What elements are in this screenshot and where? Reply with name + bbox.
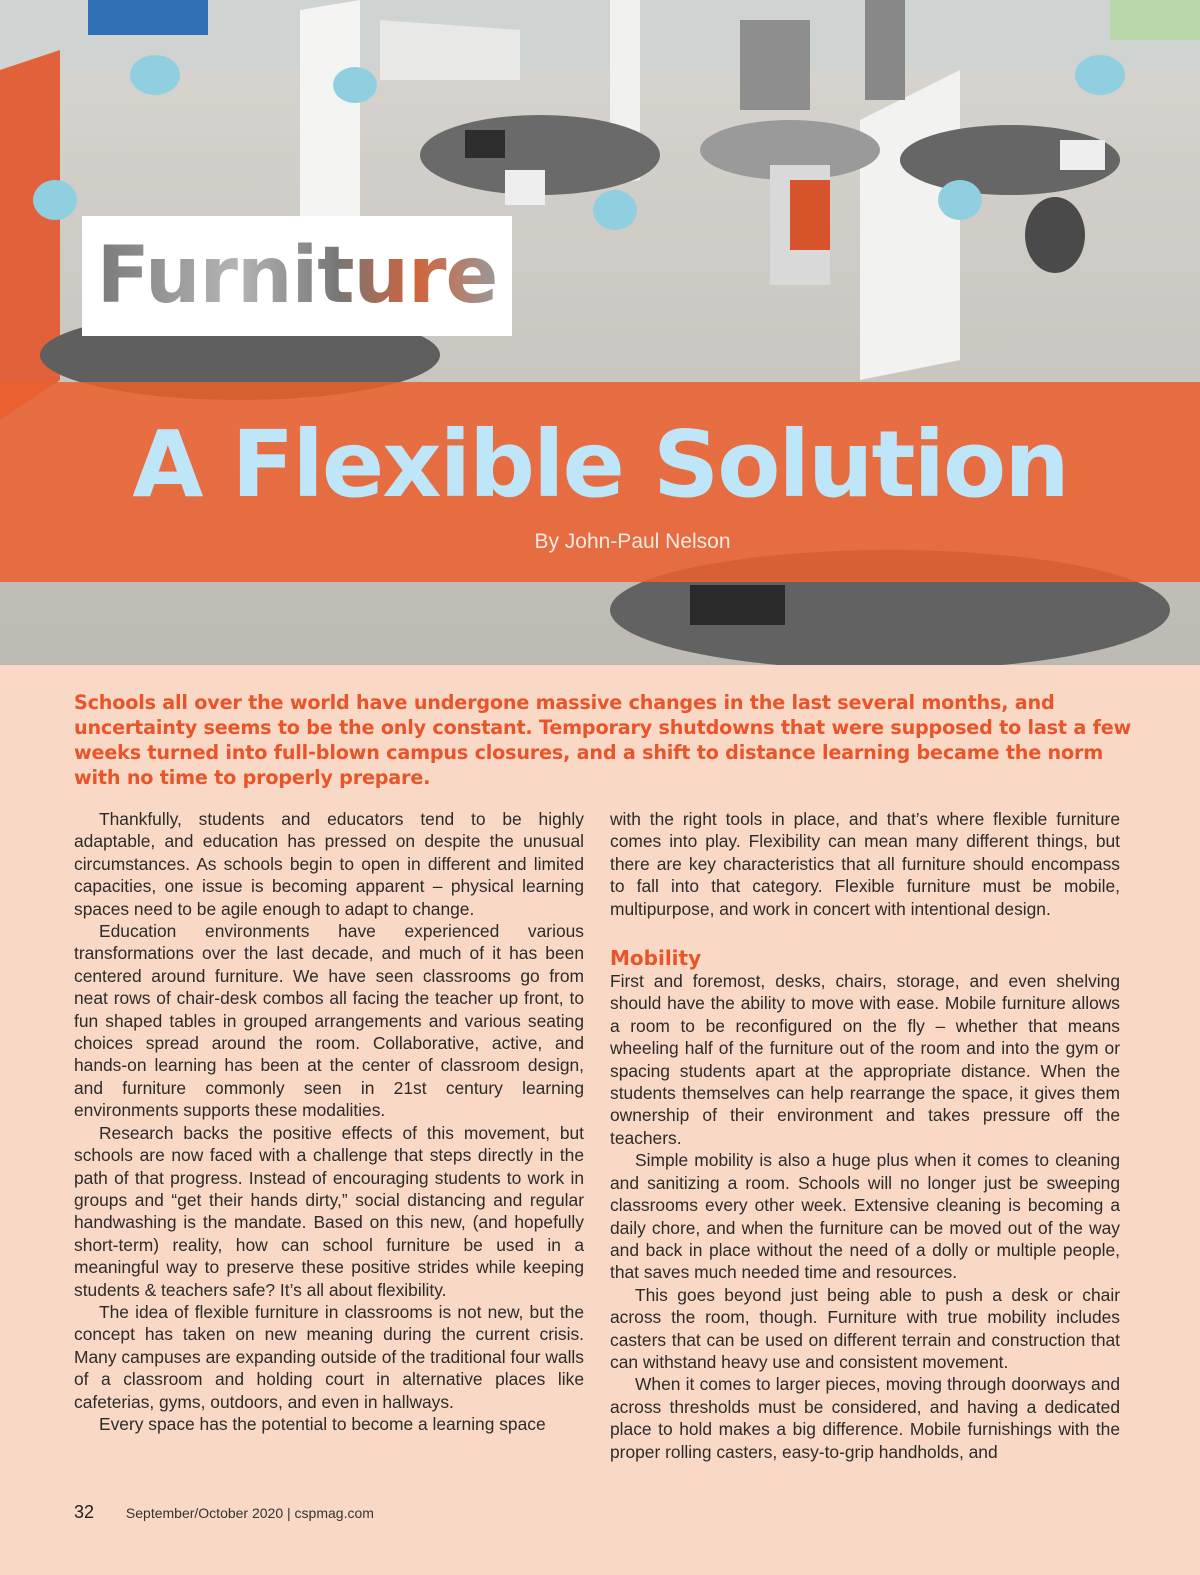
body-paragraph: First and foremost, desks, chairs, storage, and even shelving should have the ability to move with ease. Mobile furniture allows a room to be reconfigured on the fly – whether that means wheeling half of the furniture out of the room and into the gym or spacing students apart at the appropriate distance. When the students themselves can help rearrange the space, it gives them ownership of their environment and takes pressure off the teachers.	[610, 971, 1120, 1148]
body-paragraph: with the right tools in place, and that’s where flexible furniture comes into play. Flexibility can mean many different things, but there are key characteristics that all furniture should encompass to fall into that category. Flexible furniture must be mobile, multipurpose, and work in concert with intentional design.	[610, 809, 1120, 919]
article-byline: By John-Paul Nelson	[534, 530, 731, 553]
body-paragraph: The idea of flexible furniture in classrooms is not new, but the concept has taken on new meaning during the current crisis. Many campuses are expanding outside of the traditional four walls of a classroom and holding court in alternative places like cafeterias, gyms, outdoors, and even in hallways.	[74, 1301, 584, 1412]
section-label-text: Furniture	[96, 231, 498, 321]
body-paragraph: Every space has the potential to become a learning space	[99, 1413, 546, 1434]
body-paragraph: This goes beyond just being able to push a desk or chair across the room, though. Furniture with true mobility includes casters that can be used on different terrain and construction that can withstand heavy use and consistent movement.	[610, 1284, 1120, 1372]
article-lead: Schools all over the world have undergone massive changes in the last several months, and uncertainty seems to be the only constant. Temporary shutdowns that were supposed to last a few weeks turned into full-blown campus closures, and a shift to distance learning became the norm with no time to properly prepare.	[74, 691, 1132, 789]
section-label	[82, 216, 512, 336]
body-paragraph: Education environments have experienced various transformations over the last decade, and much of it has been centered around furniture. We have seen classrooms go from neat rows of chair-desk combos all facing the teacher up front, to fun shaped tables in grouped arrangements and various seating choices spread around the room. Collaborative, active, and hands-on learning has been at the center of classroom design, and furniture commonly seen in 21st century learning environments supports these modalities.	[74, 921, 584, 1121]
article-title: A Flexible Solution	[132, 411, 1068, 518]
body-paragraph: Thankfully, students and educators tend to be highly adaptable, and education has pressed on despite the unusual circumstances. As schools begin to open in different and limited capacities, one issue is becoming apparent – physical learning spaces need to be agile enough to adapt to change.	[74, 809, 584, 919]
hero-photo	[0, 0, 1200, 665]
body-paragraph: Research backs the positive effects of this movement, but schools are now faced with a challenge that steps directly in the path of that progress. Instead of encouraging students to work in groups and “get their hands dirty,” social distancing and regular handwashing is the mandate. Based on this new, (and hopefully short-term) reality, how can school furniture be used in a meaningful way to preserve these positive strides while keeping students & teachers safe? It’s all about flexibility.	[74, 1122, 584, 1300]
body-column-right	[610, 808, 1120, 1463]
page-number: 32	[74, 1502, 95, 1522]
issue-info: September/October 2020 | cspmag.com	[125, 1505, 374, 1521]
section-heading-mobility: Mobility	[610, 946, 702, 971]
body-column-left	[74, 808, 584, 1435]
body-paragraph: When it comes to larger pieces, moving through doorways and across thresholds must be considered, and having a dedicated place to hold makes a big difference. Mobile furnishings with the proper rolling casters, easy-to-grip handholds, and	[610, 1374, 1120, 1462]
page-footer	[74, 1502, 374, 1523]
body-paragraph: Simple mobility is also a huge plus when it comes to cleaning and sanitizing a room. Schools will no longer just be sweeping classrooms every other week. Extensive cleaning is becoming a daily chore, and when the furniture can be moved out of the way and back in place without the need of a dolly or multiple people, that saves much needed time and resources.	[610, 1150, 1120, 1283]
